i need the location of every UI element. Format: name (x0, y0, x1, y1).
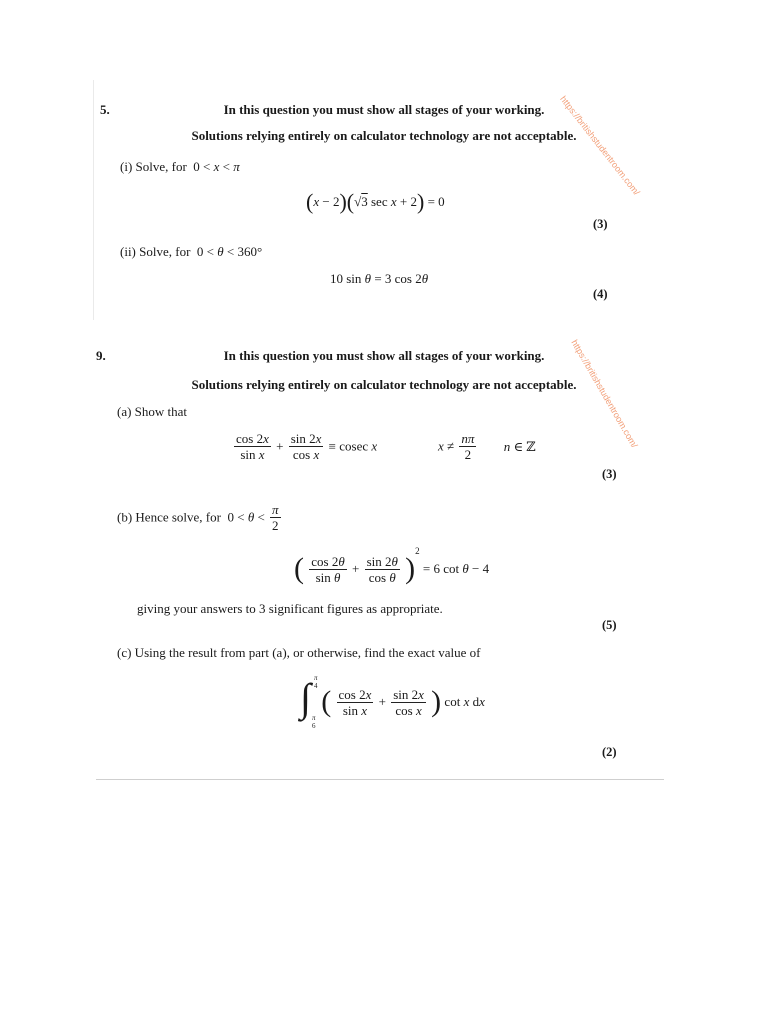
q9-instruction-2: Solutions relying entirely on calculator technology are not acceptable. (191, 377, 577, 392)
q5-part-i-equation: (x − 2)(√3 sec x + 2) = 0 (306, 189, 445, 214)
q5-part-i-range: 0 < x < π (193, 159, 240, 174)
q9-part-b-range: 0 < θ < (227, 509, 265, 525)
q5-part-ii-equation: 10 sin θ = 3 cos 2θ (330, 271, 429, 286)
q9-part-a-label: (a) Show that (117, 404, 188, 419)
q5-part-i (120, 159, 240, 175)
q9-part-b-note: giving your answers to 3 significant figures as appropriate. (137, 601, 443, 616)
q9-part-a-mark: (3) (602, 467, 617, 481)
bottom-divider (96, 779, 664, 780)
q9-part-c-integral: ∫ π 4 π 6 ( $\frac{\cos 2x}{\text{sin x}}$ + $\frac{\sin 2x}{\text{cos x}}$ ) cot x dx (300, 674, 485, 730)
q5-part-ii-label: (ii) Solve, for (120, 244, 191, 259)
q9-part-b-equation: ( $\frac{\cos 2\theta}{\text{sin θ}}$ + $\frac{\sin 2\theta}{\text{cos θ}}$ )$^2$ = 6 cot θ − 4 (294, 546, 490, 586)
q9-instruction-1: In this question you must show all stages of your working. (223, 348, 545, 363)
q9-part-c-label: (c) Using the result from part (a), or otherwise, find the exact value of (117, 645, 481, 660)
q9-part-b: (b) Hence solve, for 0 < θ < $\frac{\pi}{2}$ (117, 502, 279, 533)
q5-instruction-1: In this question you must show all stages of your working. (223, 102, 545, 117)
q9-number: 9. (96, 348, 106, 363)
q5-part-i-mark: (3) (593, 217, 608, 231)
q9-part-a-condition: x ≠ $\frac{n\pi}{2}$ n ∈ ℤ (438, 431, 536, 462)
q5-number: 5. (100, 102, 110, 117)
q9-part-b-label: (b) Hence solve, for (117, 509, 221, 525)
q9-part-b-mark: (5) (602, 618, 617, 632)
q5-part-ii (120, 244, 262, 260)
q5-part-i-label: (i) Solve, for (120, 159, 187, 174)
q5-part-ii-range: 0 < θ < 360° (196, 244, 263, 259)
q9-part-c-mark: (2) (602, 745, 617, 759)
q5-instruction-2: Solutions relying entirely on calculator technology are not acceptable. (191, 128, 577, 143)
q5-watermark: https://britishstudentroom.com/ (558, 94, 642, 198)
q5-part-ii-mark: (4) (593, 287, 608, 301)
q9-watermark: https://britishstudentroom.com/ (569, 338, 640, 450)
q9-part-a-identity: $\frac{\cos 2x}{\text{sin x}}$ + $\frac{\sin 2x}{\text{cos x}}$ ≡ cosec x (236, 431, 378, 462)
